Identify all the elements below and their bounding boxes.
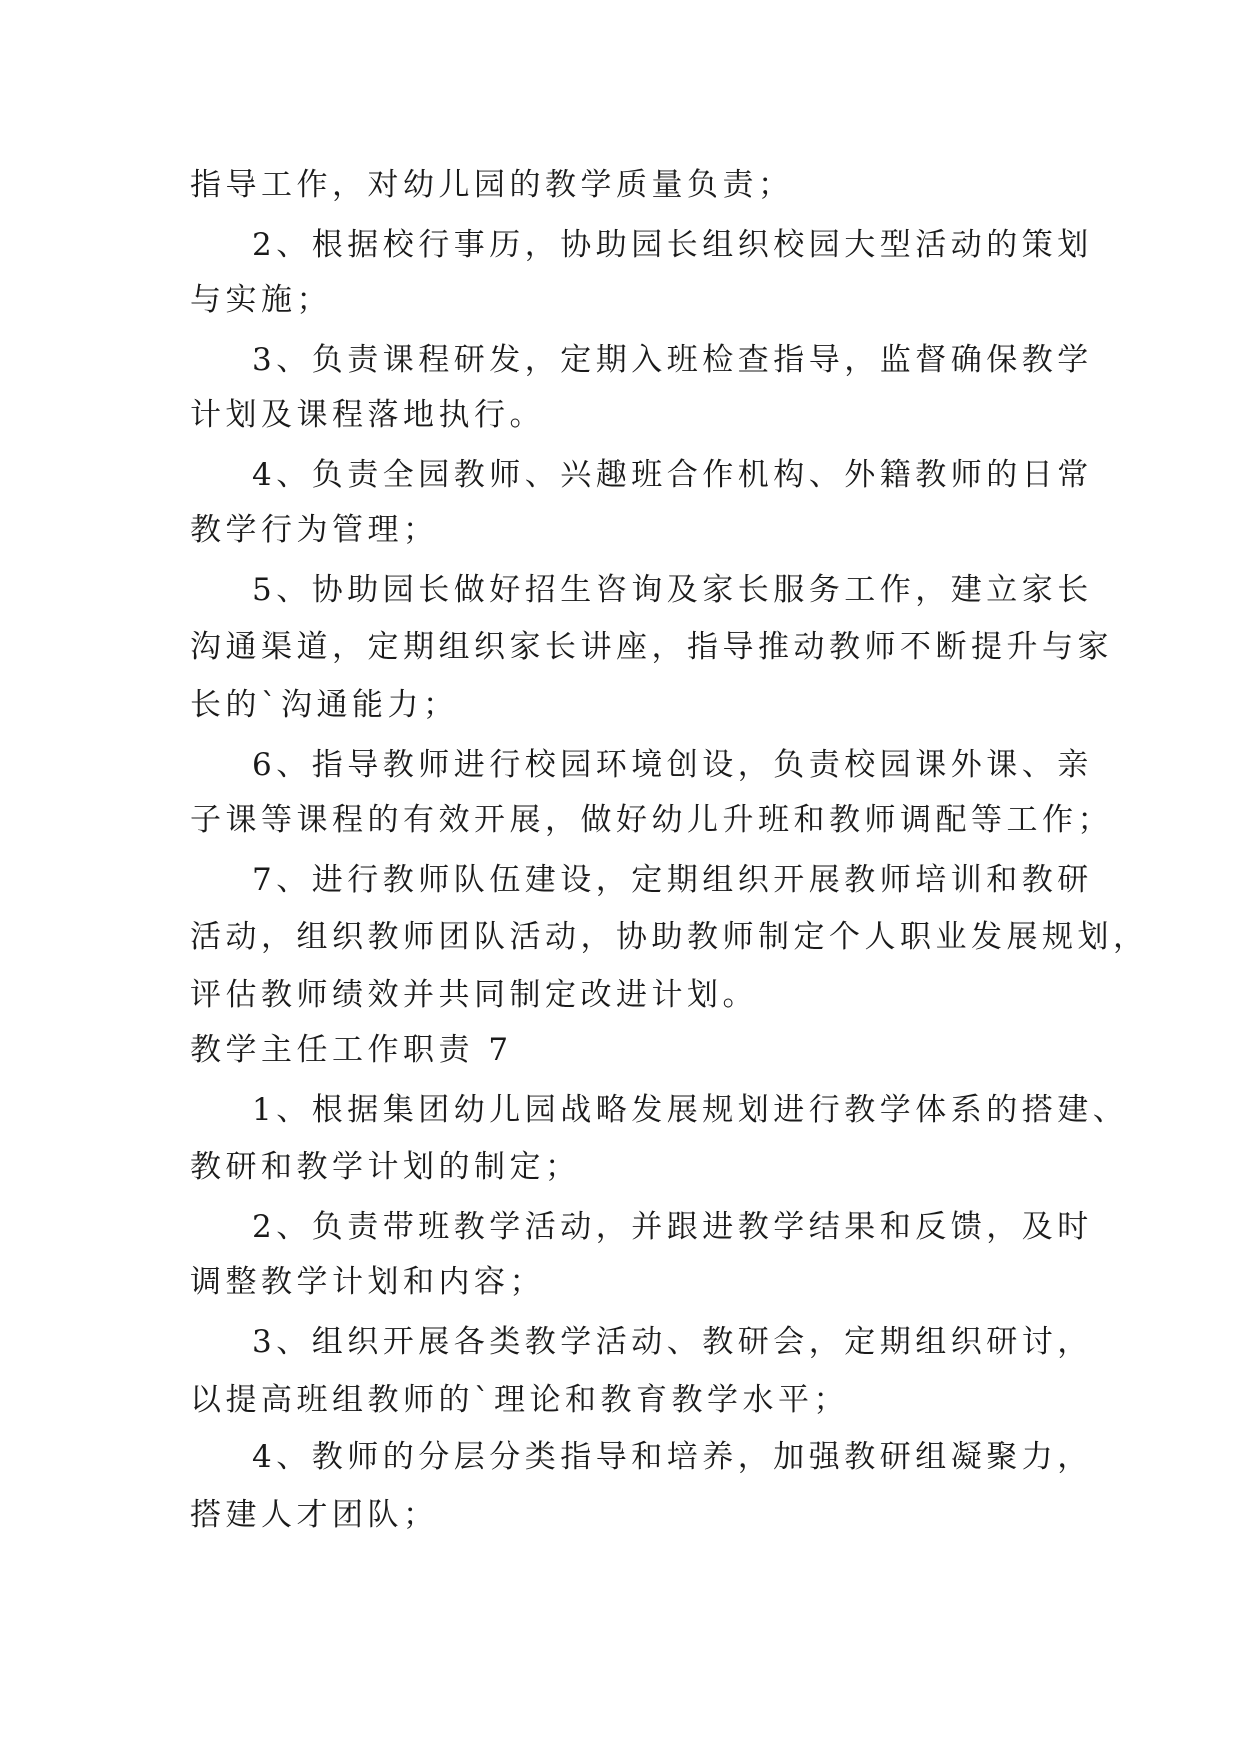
text-line: 5、协助园长做好招生咨询及家长服务工作，建立家长: [252, 572, 1093, 608]
text-line: 子课等课程的有效开展，做好幼儿升班和教师调配等工作；: [190, 802, 1113, 838]
text-line: 与实施；: [190, 282, 332, 318]
text-line: 教研和教学计划的制定；: [190, 1149, 581, 1185]
text-line: 3、组织开展各类教学活动、教研会，定期组织研讨，: [252, 1324, 1093, 1360]
text-line: 7、进行教师队伍建设，定期组织开展教师培训和教研: [252, 862, 1093, 898]
text-line: 沟通渠道，定期组织家长讲座，指导推动教师不断提升与家: [190, 629, 1113, 665]
text-line: 评估教师绩效并共同制定改进计划。: [190, 977, 758, 1013]
text-line: 指导工作，对幼儿园的教学质量负责；: [190, 167, 794, 203]
text-line: 4、教师的分层分类指导和培养，加强教研组凝聚力，: [252, 1439, 1093, 1475]
section-heading: 教学主任工作职责 7: [190, 1032, 513, 1068]
text-line: 3、负责课程研发，定期入班检查指导，监督确保教学: [252, 342, 1093, 378]
text-line: 教学行为管理；: [190, 512, 439, 548]
text-line: 搭建人才团队；: [190, 1497, 439, 1533]
text-line: 以提高班组教师的`理论和教育教学水平；: [190, 1382, 849, 1418]
text-line: 计划及课程落地执行。: [190, 397, 545, 433]
text-line: 2、负责带班教学活动，并跟进教学结果和反馈，及时: [252, 1209, 1093, 1245]
text-line: 调整教学计划和内容；: [190, 1264, 545, 1300]
text-line: 长的`沟通能力；: [190, 687, 459, 723]
text-line: 2、根据校行事历，协助园长组织校园大型活动的策划: [252, 227, 1093, 263]
text-line: 1、根据集团幼儿园战略发展规划进行教学体系的搭建、: [252, 1092, 1129, 1128]
text-line: 6、指导教师进行校园环境创设，负责校园课外课、亲: [252, 747, 1093, 783]
text-line: 4、负责全园教师、兴趣班合作机构、外籍教师的日常: [252, 457, 1093, 493]
text-line: 活动，组织教师团队活动，协助教师制定个人职业发展规划，: [190, 919, 1149, 955]
